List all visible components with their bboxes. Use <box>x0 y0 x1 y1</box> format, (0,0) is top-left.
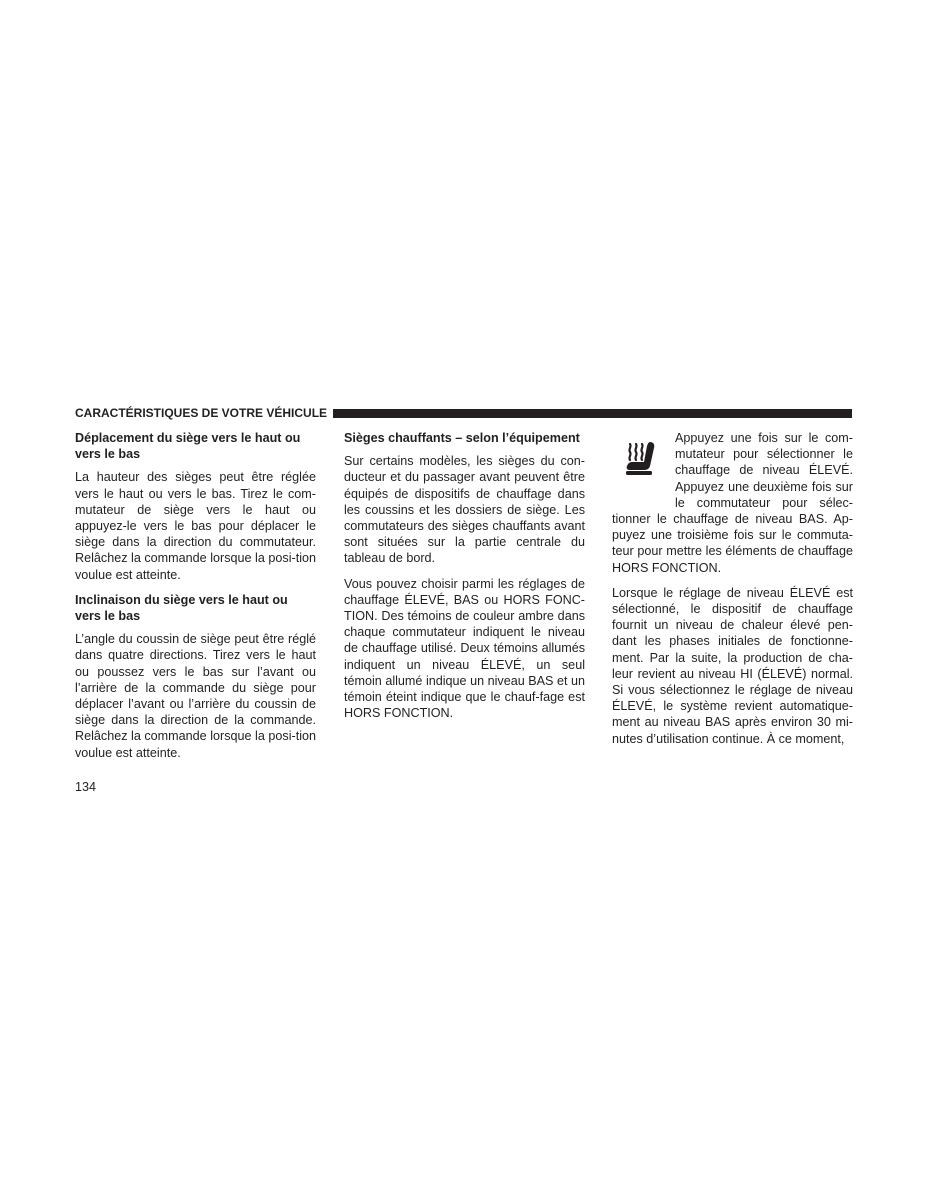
heading-seat-height: Déplacement du siège vers le haut ou vers le bas <box>75 431 301 462</box>
page-number: 134 <box>75 780 97 794</box>
column-1 <box>75 430 316 770</box>
column-2 <box>344 430 585 730</box>
paragraph-seat-tilt: L’angle du coussin de siège peut être réglé dans quatre directions. Tirez vers le haut ou poussez vers le bas sur l’avant ou l’arrière de la commande du siège pour déplacer l’avant ou l’arrière du coussin de siège dans la direction de la commande. Relâchez la commande lorsque la posi-tion voulue est atteinte. <box>75 632 316 760</box>
header-rule <box>333 409 852 418</box>
heading-heated-seats: Sièges chauffants – selon l’équipement <box>344 431 580 445</box>
heated-seat-icon <box>612 436 672 496</box>
heading-seat-tilt: Inclinaison du siège vers le haut ou vers le bas <box>75 592 288 624</box>
section-header <box>75 404 852 422</box>
section-title: CARACTÉRISTIQUES DE VOTRE VÉHICULE <box>75 406 328 420</box>
column-3 <box>612 430 853 756</box>
paragraph-seat-height: La hauteur des sièges peut être réglée vers le haut ou vers le bas. Tirez le com-mutateur de siège vers le haut ou appuyez-le vers le bas pour déplacer le siège dans la direction du commutateur. Relâchez la commande lorsque la posi-tion voulue est atteinte. <box>75 470 316 582</box>
paragraph-switch-presses: Appuyez une fois sur le com-mutateur pour sélectionner le chauffage de niveau ÉLEVÉ. Appuyez une deuxième fois sur le commutateur pour sélec-tionner le chauffage de niveau BAS. Ap-puyez une troisième fois sur le commuta-teur pour mettre les éléments de chauffage HORS FONCTION. <box>612 431 853 575</box>
paragraph-heated-seats-intro: Sur certains modèles, les sièges du con-ducteur et du passager avant peuvent être équipés de dispositifs de chauffage dans les coussins et les dossiers de siège. Les commutateurs des sièges chauffants avant sont situées sur la partie centrale du tableau de bord. <box>344 454 585 566</box>
paragraph-high-setting: Lorsque le réglage de niveau ÉLEVÉ est sélectionné, le dispositif de chauffage fournit un niveau de chaleur élevé pen-dant les phases initiales de fonctionne-ment. Par la suite, la production de cha-leur revient au niveau HI (ÉLEVÉ) normal. Si vous sélectionnez le réglage de niveau ÉLEVÉ, le système revient automatique-ment au niveau BAS après environ 30 mi-nutes d’utilisation continue. À ce moment, <box>612 585 853 746</box>
paragraph-heated-seats-settings: Vous pouvez choisir parmi les réglages de chauffage ÉLEVÉ, BAS ou HORS FONC-TION. Des témoins de couleur ambre dans chaque commutateur indiquent le niveau de chauffage utilisé. Deux témoins allumés indiquent un niveau ÉLEVÉ, un seul témoin allumé indique un niveau BAS et un témoin éteint indique que le chauf-fage est HORS FONCTION. <box>344 576 585 721</box>
